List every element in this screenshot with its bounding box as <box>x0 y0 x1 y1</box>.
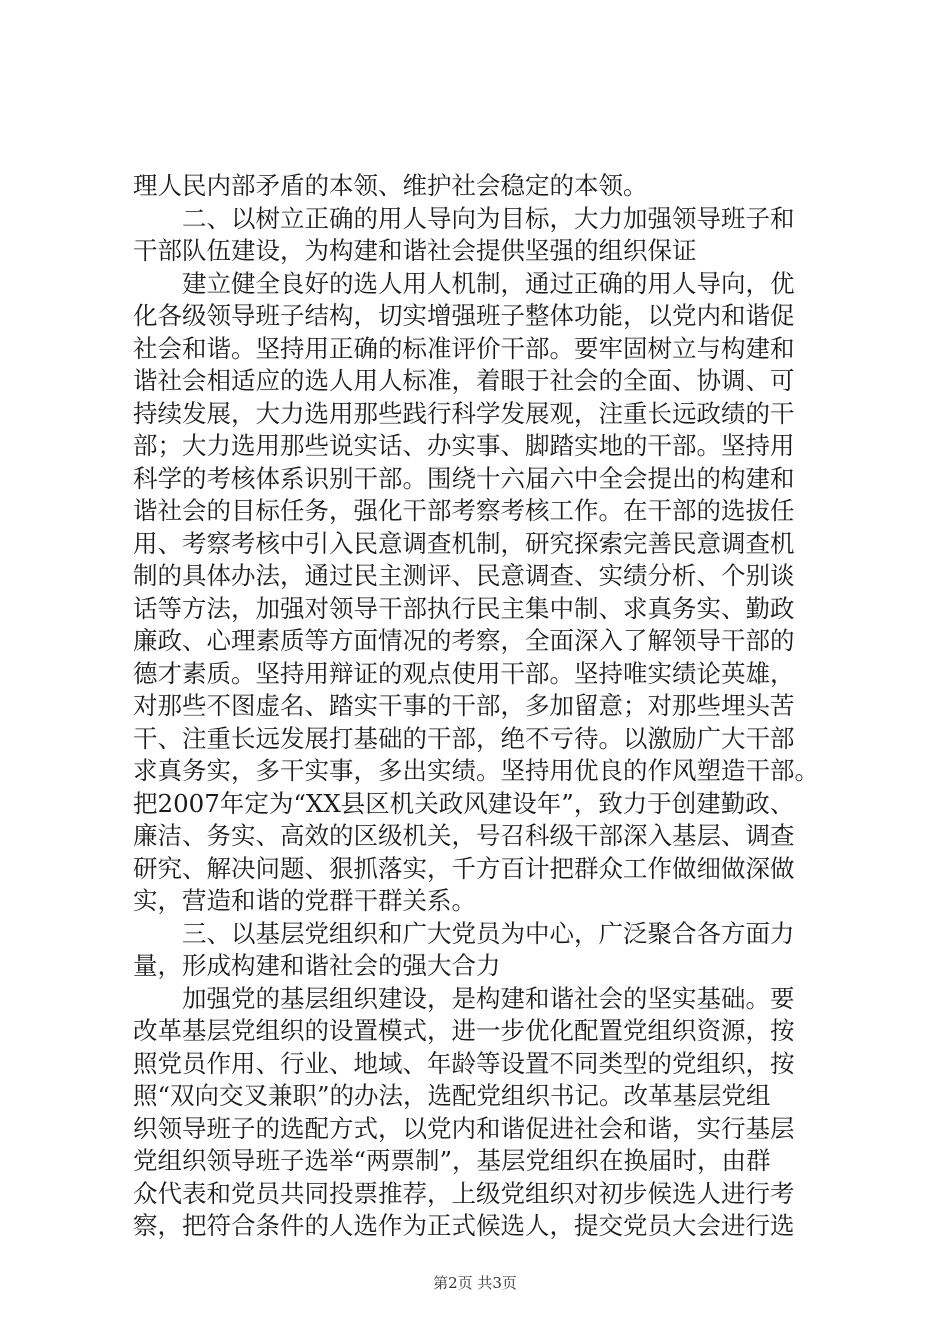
text-line: 改革基层党组织的设置模式，进一步优化配置党组织资源，按 <box>133 1016 795 1045</box>
text-line: 照党员作用、行业、地域、年龄等设置不同类型的党组织，按 <box>133 1048 795 1078</box>
text-line: 求真务实，多干实事，多出实绩。坚持用优良的作风塑造干部。 <box>133 756 819 785</box>
text-line: 科学的考核体系识别干部。围绕十六届六中全会提出的构建和 <box>133 463 795 493</box>
body-text <box>133 170 853 1243</box>
text-line: 谐社会相适应的选人用人标准，着眼于社会的全面、协调、可 <box>133 366 795 395</box>
text-line: 对那些不图虚名、踏实干事的干部，多加留意；对那些埋头苦 <box>133 691 795 720</box>
text-line: 干部队伍建设，为构建和谐社会提供坚强的组织保证 <box>133 236 697 265</box>
text-line: 加强党的基层组织建设，是构建和谐社会的坚实基础。要 <box>133 983 795 1013</box>
text-line: 照“双向交叉兼职”的办法，选配党组织书记。改革基层党组 <box>133 1081 771 1110</box>
text-line: 用、考察考核中引入民意调查机制，研究探索完善民意调查机 <box>133 528 795 558</box>
text-line: 持续发展，大力选用那些践行科学发展观，注重长远政绩的干 <box>133 398 795 428</box>
text-line: 三、以基层党组织和广大党员为中心，广泛聚合各方面力 <box>133 918 795 948</box>
text-line: 研究、解决问题、狠抓落实，千方百计把群众工作做细做深做 <box>133 853 795 883</box>
text-line: 察，把符合条件的人选作为正式候选人，提交党员大会进行选 <box>133 1211 795 1240</box>
text-line: 量，形成构建和谐社会的强大合力 <box>133 951 501 980</box>
text-line: 社会和谐。坚持用正确的标准评价干部。要牢固树立与构建和 <box>133 333 795 363</box>
text-line: 织领导班子的选配方式，以党内和谐促进社会和谐，实行基层 <box>133 1113 795 1143</box>
text-line: 理人民内部矛盾的本领、维护社会稳定的本领。 <box>133 171 648 200</box>
text-line: 廉洁、务实、高效的区级机关，号召科级干部深入基层、调查 <box>133 821 795 850</box>
text-line: 党组织领导班子选举“两票制”，基层党组织在换届时，由群 <box>133 1146 771 1175</box>
text-line: 干、注重长远发展打基础的干部，绝不亏待。以激励广大干部 <box>133 723 795 753</box>
text-line: 把2007年定为“XX县区机关政风建设年”，致力于创建勤政、 <box>133 788 795 818</box>
text-line: 制的具体办法，通过民主测评、民意调查、实绩分析、个别谈 <box>133 561 795 590</box>
page-footer: 第2页 共3页 <box>433 1274 517 1292</box>
text-line: 众代表和党员共同投票推荐，上级党组织对初步候选人进行考 <box>133 1178 795 1208</box>
text-line: 二、以树立正确的用人导向为目标，大力加强领导班子和 <box>133 203 795 233</box>
text-line: 实，营造和谐的党群干群关系。 <box>133 886 476 915</box>
text-line: 谐社会的目标任务，强化干部考察考核工作。在干部的选拔任 <box>133 496 795 525</box>
text-line: 话等方法，加强对领导干部执行民主集中制、求真务实、勤政 <box>133 593 795 623</box>
text-line: 部；大力选用那些说实话、办实事、脚踏实地的干部。坚持用 <box>133 431 795 460</box>
text-line: 化各级领导班子结构，切实增强班子整体功能，以党内和谐促 <box>133 301 795 330</box>
text-line: 廉政、心理素质等方面情况的考察，全面深入了解领导干部的 <box>133 626 795 655</box>
text-line: 建立健全良好的选人用人机制，通过正确的用人导向，优 <box>133 268 795 298</box>
text-line: 德才素质。坚持用辩证的观点使用干部。坚持唯实绩论英雄， <box>133 658 795 688</box>
